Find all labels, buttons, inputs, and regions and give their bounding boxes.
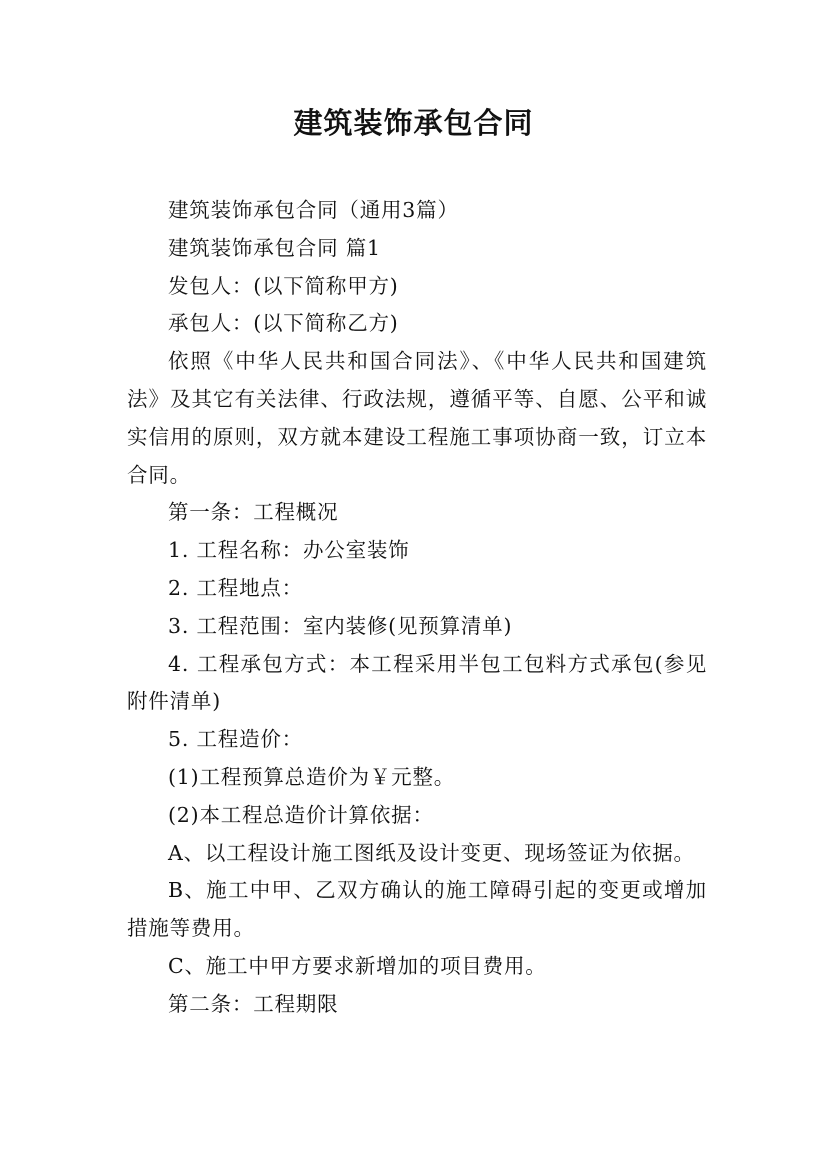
article-2-heading: 第二条：工程期限	[168, 991, 339, 1016]
article-1-heading: 第一条：工程概况	[168, 500, 339, 525]
paragraph-basis-c: C、施工中甲方要求新增加的项目费用。	[168, 953, 547, 978]
paragraph-project-scope: 3. 工程范围：室内装修(见预算清单)	[168, 613, 513, 638]
paragraph-project-cost: 5. 工程造价：	[168, 727, 303, 752]
document-title: 建筑装饰承包合同	[293, 106, 534, 140]
paragraph-total-budget: (1)工程预算总造价为￥元整。	[168, 764, 456, 789]
paragraph-cost-basis: (2)本工程总造价计算依据：	[168, 802, 434, 827]
paragraph-basis-a: A、以工程设计施工图纸及设计变更、现场签证为依据。	[168, 840, 695, 865]
paragraph-subheading: 建筑装饰承包合同 篇1	[168, 235, 381, 260]
paragraph-heading: 建筑装饰承包合同（通用3篇）	[168, 198, 459, 222]
paragraph-project-location: 2. 工程地点：	[168, 575, 303, 600]
paragraph-employer: 发包人：(以下简称甲方)	[168, 273, 399, 298]
paragraph-project-name: 1. 工程名称：办公室装饰	[168, 538, 410, 563]
document-body	[127, 192, 707, 1024]
paragraph-contract-method: 4. 工程承包方式：本工程采用半包工包料方式承包(参见附件清单)	[127, 651, 707, 714]
paragraph-preamble: 依照《中华人民共和国合同法》、《中华人民共和国建筑法》及其它有关法律、行政法规，遵循平等、自愿、公平和诚实信用的原则，双方就本建设工程施工事项协商一致，订立本合同。	[127, 349, 707, 487]
paragraph-contractor: 承包人：(以下简称乙方)	[168, 311, 399, 336]
paragraph-basis-b: B、施工中甲、乙双方确认的施工障碍引起的变更或增加措施等费用。	[127, 878, 707, 941]
